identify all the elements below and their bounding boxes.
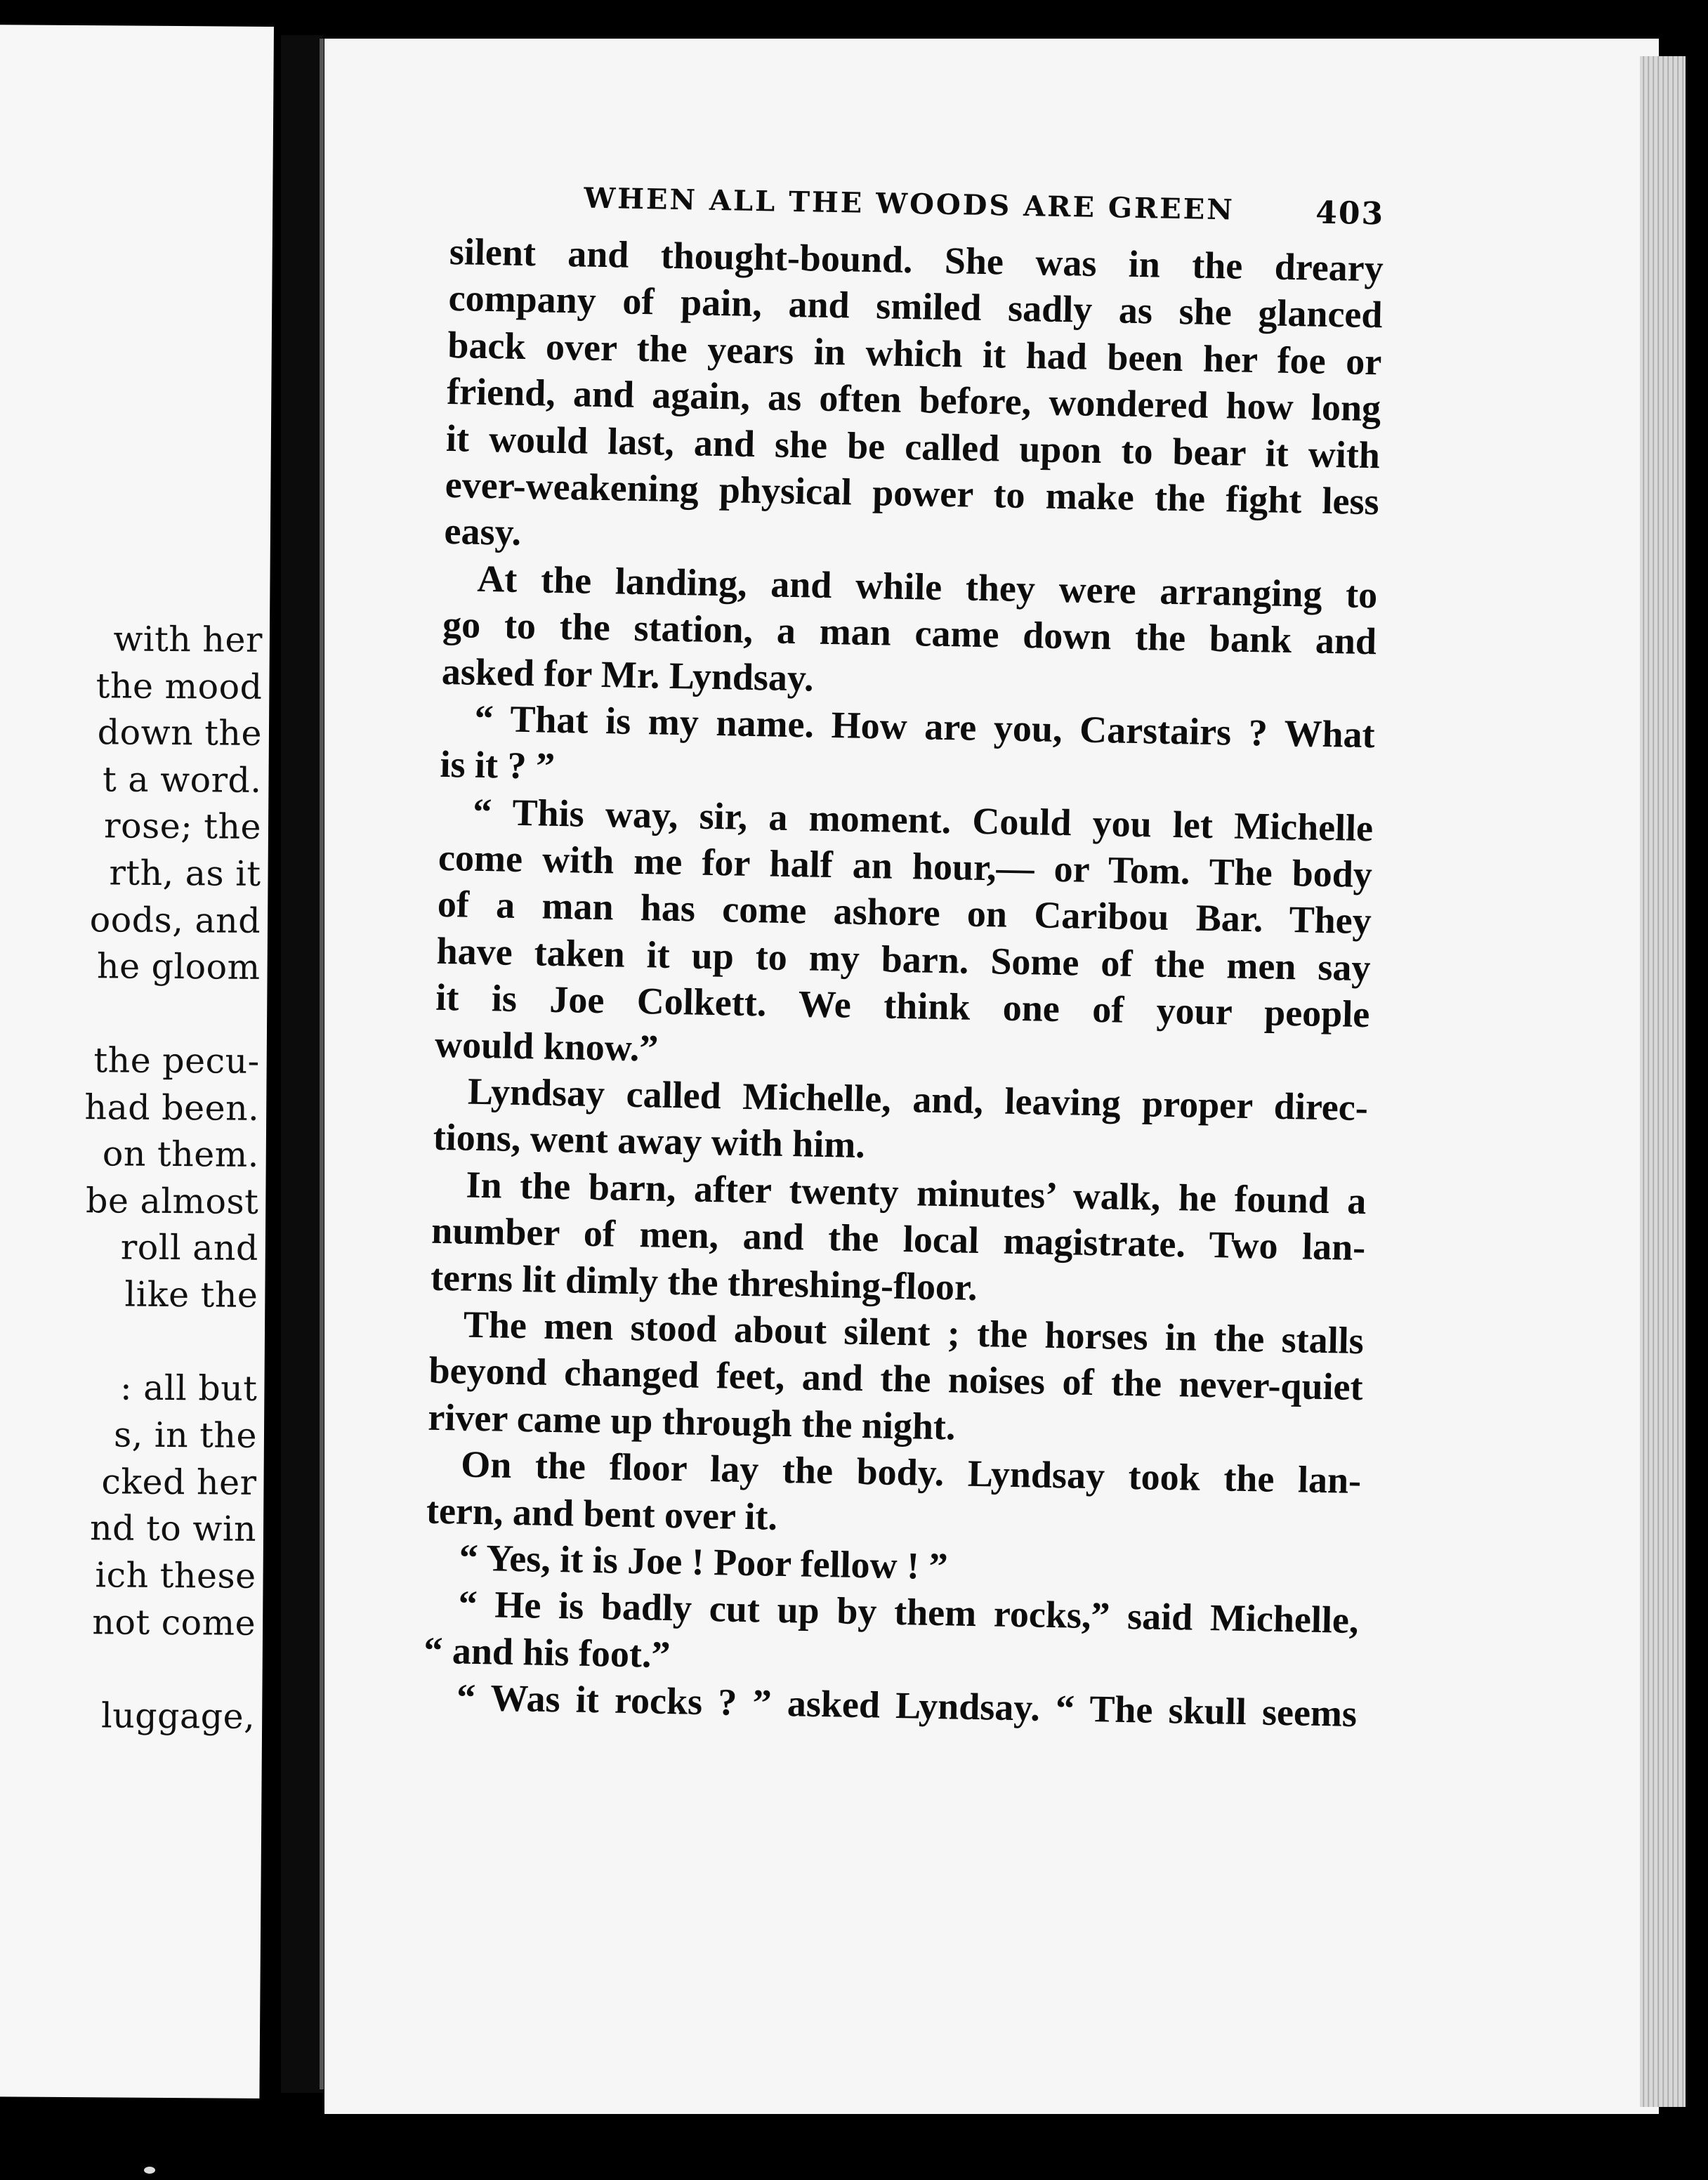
text-line: have taken it up to my barn. Some of the men say — [436, 929, 1372, 990]
text-line: ever-weakening physical power to make the fight less — [445, 463, 1380, 523]
left-page-line: down the — [97, 712, 263, 754]
text-line: it is Joe Colkett. We think one of your people — [435, 976, 1370, 1036]
running-title: WHEN ALL THE WOODS ARE GREEN — [583, 181, 1235, 227]
text-line: “ That is my name. How are you, Carstairs ? What — [474, 697, 1376, 756]
scan-border-right — [1686, 56, 1708, 2180]
text-line: it would last, and she be called upon to bear it with — [445, 416, 1381, 476]
text-line: of a man has come ashore on Caribou Bar. They — [437, 883, 1372, 943]
text-line: Lyndsay called Michelle, and, leaving proper direc- — [467, 1070, 1369, 1129]
text-line: silent and thought-bound. She was in the dreary — [449, 230, 1384, 290]
left-page-line: he gloom — [96, 946, 261, 987]
text-line: In the barn, after twenty minutes’ walk, he found a — [466, 1163, 1367, 1222]
text-line: “ This way, sir, a moment. Could you let Michelle — [472, 790, 1374, 849]
text-line: number of men, and the local magistrate. Two lan- — [431, 1209, 1366, 1269]
left-page-line: on them. — [102, 1134, 259, 1175]
left-page-text — [0, 25, 267, 1737]
page-text-block — [423, 172, 1385, 1738]
left-page-line: the pecu- — [93, 1040, 260, 1082]
page-number: 403 — [1315, 195, 1385, 232]
gutter-edge — [320, 39, 324, 2089]
left-page-line: rose; the — [103, 806, 262, 847]
left-facing-page — [0, 25, 274, 2099]
left-page-line: s, in the — [113, 1414, 258, 1456]
left-page-line: ich these — [95, 1555, 256, 1596]
right-page — [324, 39, 1659, 2117]
text-line: asked for Mr. Lyndsay. — [441, 650, 815, 700]
left-page-line: had been. — [84, 1087, 260, 1129]
text-line: back over the years in which it had been her foe or — [447, 323, 1382, 383]
text-line: On the floor lay the body. Lyndsay took the lan- — [460, 1443, 1362, 1502]
left-page-line: roll and — [120, 1227, 259, 1268]
book-gutter — [281, 35, 323, 2093]
left-page-line: luggage, — [100, 1695, 256, 1737]
text-line: come with me for half an hour,— or Tom. The body — [438, 836, 1373, 896]
text-line: go to the station, a man came down the bank and — [442, 603, 1377, 663]
text-line: easy. — [444, 510, 522, 554]
text-line: beyond changed feet, and the noises of the never-quiet — [428, 1349, 1364, 1409]
body-text — [423, 228, 1384, 1738]
left-page-line: : all but — [119, 1367, 258, 1409]
text-line: tions, went away with him. — [433, 1116, 866, 1167]
left-page-line: rth, as it — [109, 853, 261, 894]
page-edges — [1640, 56, 1689, 2107]
left-page-line: not come — [92, 1602, 256, 1643]
text-line: “ and his foot.” — [423, 1629, 671, 1676]
text-line: company of pain, and smiled sadly as she glanced — [448, 277, 1384, 336]
left-page-line: with her — [113, 619, 263, 660]
left-page-line: nd to win — [89, 1508, 257, 1549]
text-line: “ Yes, it is Joe ! Poor fellow ! ” — [459, 1536, 949, 1588]
text-line: “ He is badly cut up by them rocks,” said Michelle, — [458, 1582, 1359, 1642]
text-line: is it ? ” — [439, 743, 556, 788]
text-line: would know.” — [434, 1023, 659, 1070]
scan-speck — [144, 2167, 155, 2174]
text-line: river came up through the night. — [427, 1396, 956, 1448]
text-line: friend, and again, as often before, wondered how long — [446, 370, 1381, 430]
text-line: “ Was it rocks ? ” asked Lyndsay. “ The skull seems — [456, 1676, 1358, 1735]
left-page-line: t a word. — [102, 759, 262, 801]
text-line: The men stood about silent ; the horses in the stalls — [463, 1303, 1365, 1362]
left-page-line: oods, and — [89, 900, 261, 941]
text-line: tern, and bent over it. — [426, 1489, 778, 1538]
scan-border-bottom — [324, 2114, 1708, 2180]
left-page-line: cked her — [101, 1462, 257, 1503]
text-line: terns lit dimly the threshing-floor. — [430, 1256, 978, 1308]
left-page-line: like the — [124, 1274, 258, 1315]
left-page-line: be almost — [85, 1181, 259, 1222]
text-line: At the landing, and while they were arranging to — [476, 557, 1378, 617]
left-page-line: the mood — [96, 666, 263, 707]
